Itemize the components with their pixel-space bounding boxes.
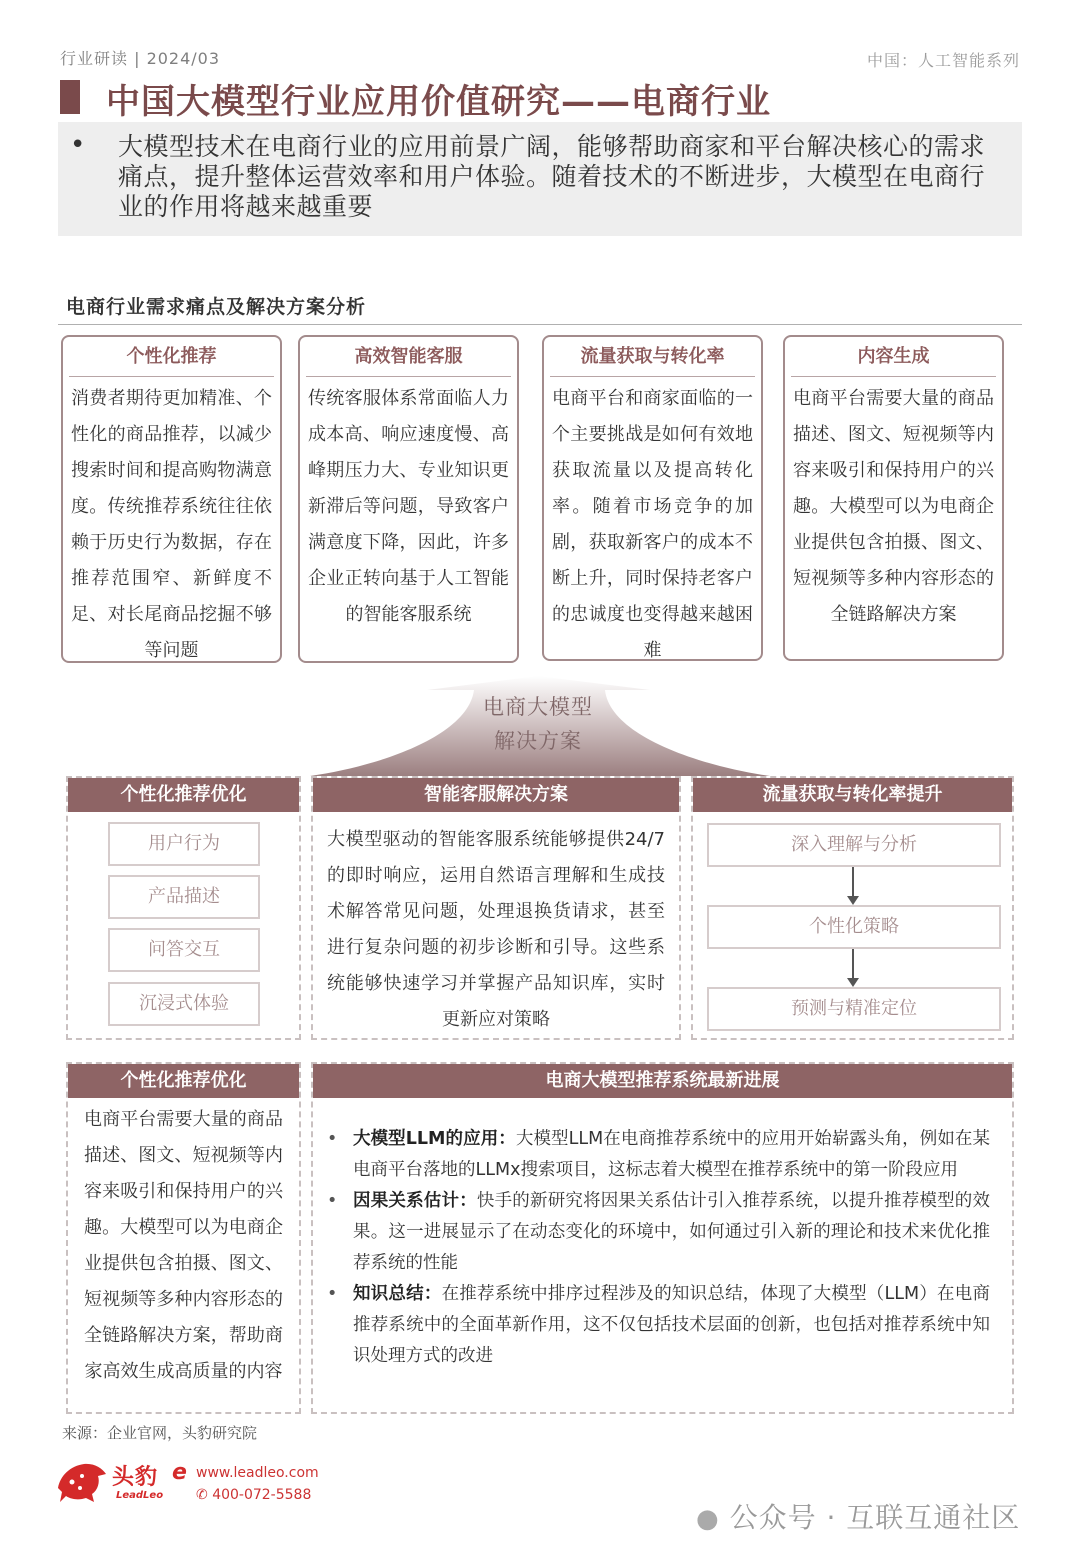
logo-english: LeadLeo (116, 1490, 164, 1501)
progress-item-text: 快手的新研究将因果关系估计引入推荐系统，以提升推荐模型的效果。这一进展显示了在动态变化的环境中，如何通过引入新的理论和技术来优化推荐系统的性能 (353, 1191, 991, 1273)
bottom-personalized (66, 1062, 301, 1414)
progress-item-llm (353, 1124, 990, 1186)
intro-bullet: • (70, 130, 86, 160)
solution-text: 大模型驱动的智能客服系统能够提供24/7的即时响应，运用自然语言理解和生成技术解答常见问题，处理退换货请求，甚至进行复杂问题的初步诊断和引导。这些系统能够快速学习并掌握产品知识库，实时更新应对策略 (327, 829, 665, 1030)
progress-list (313, 1098, 1012, 1372)
progress-item-label: 因果关系估计： (353, 1191, 477, 1211)
pain-card-personalized (61, 335, 282, 663)
progress-item-text: 大模型LLM在电商推荐系统中的应用开始崭露头角，例如在某电商平台落地的LLMx搜索项目，这标志着大模型在推荐系统中的第一阶段应用 (353, 1129, 990, 1180)
pill-product-description: 产品描述 (108, 875, 260, 919)
progress-item-label: 知识总结： (353, 1284, 442, 1304)
logo-chinese: 头豹 (112, 1465, 159, 1490)
title-accent-bar (60, 80, 80, 114)
arrow-label-line2: 解决方案 (494, 729, 582, 753)
section-divider (58, 324, 1022, 325)
solution-header: 个性化推荐优化 (68, 778, 299, 812)
progress-item-label: 大模型LLM的应用： (353, 1129, 516, 1149)
watermark (696, 1496, 1020, 1536)
e-logo-icon: e (172, 1460, 187, 1485)
phone-icon: ✆ (196, 1487, 208, 1503)
flow-arrow-icon (852, 949, 854, 985)
solution-header: 智能客服解决方案 (313, 778, 679, 812)
pain-card-body: 消费者期待更加精准、个性化的商品推荐，以减少搜索时间和提高购物满意度。传统推荐系统往往依赖于历史行为数据，存在推荐范围窄、新鲜度不足、对长尾商品挖掘不够等问题 (71, 388, 272, 661)
solution-customer-service (311, 776, 681, 1040)
pill-immersive-experience: 沉浸式体验 (108, 982, 260, 1026)
watermark-text: 公众号 · 互联互通社区 (729, 1501, 1021, 1534)
pill-user-behavior: 用户行为 (108, 822, 260, 866)
flow-arrow-icon (852, 867, 854, 903)
arrow-label (438, 690, 638, 758)
intro-text: 大模型技术在电商行业的应用前景广阔，能够帮助商家和平台解决核心的需求痛点，提升整体运营效率和用户体验。随着技术的不断进步，大模型在电商行业的作用将越来越重要 (118, 132, 986, 221)
progress-item-causal (353, 1186, 990, 1279)
leopard-logo-icon (54, 1458, 108, 1504)
pill-qa-interaction: 问答交互 (108, 928, 260, 972)
bottom-header: 电商大模型推荐系统最新进展 (313, 1064, 1012, 1098)
source-note: 来源：企业官网，头豹研究院 (62, 1424, 258, 1442)
bottom-header: 个性化推荐优化 (68, 1064, 299, 1098)
pain-card-body: 电商平台需要大量的商品描述、图文、短视频等内容来吸引和保持用户的兴趣。大模型可以为电商企业提供包含拍摄、图文、短视频等多种内容形态的全链路解决方案 (793, 388, 994, 625)
pain-card-customer-service (298, 335, 519, 663)
wechat-icon: ● (696, 1504, 720, 1534)
arrow-label-line1: 电商大模型 (483, 695, 593, 719)
pain-card-title: 内容生成 (791, 337, 996, 377)
pain-card-body: 电商平台和商家面临的一个主要挑战是如何有效地获取流量以及提高转化率。随着市场竞争的加剧，获取新客户的成本不断上升，同时保持老客户的忠诚度也变得越来越困难 (552, 388, 753, 661)
pain-card-traffic (542, 335, 763, 661)
flow-step-targeting: 预测与精准定位 (707, 987, 1001, 1031)
progress-item-text: 在推荐系统中排序过程涉及的知识总结，体现了大模型（LLM）在电商推荐系统中的全面革新作用，这不仅包括技术层面的创新，也包括对推荐系统中知识处理方式的改进 (353, 1284, 990, 1366)
flow-step-analysis: 深入理解与分析 (707, 823, 1001, 867)
pain-card-body: 传统客服体系常面临人力成本高、响应速度慢、高峰期压力大、专业知识更新滞后等问题，导致客户满意度下降，因此，许多企业正转向基于人工智能的智能客服系统 (308, 388, 509, 625)
bottom-text: 电商平台需要大量的商品描述、图文、短视频等内容来吸引和保持用户的兴趣。大模型可以为电商企业提供包含拍摄、图文、短视频等多种内容形态的全链路解决方案，帮助商家高效生成高质量的内容 (84, 1109, 283, 1382)
pain-card-title: 个性化推荐 (69, 337, 274, 377)
phone-number (196, 1487, 311, 1503)
section-title: 电商行业需求痛点及解决方案分析 (66, 296, 367, 318)
pain-card-title: 流量获取与转化率 (550, 337, 755, 377)
pain-card-title: 高效智能客服 (306, 337, 511, 377)
header-left: 行业研读 | 2024/03 (60, 49, 221, 68)
pain-card-content (783, 335, 1004, 661)
solution-personalized (66, 776, 301, 1040)
page-title: 中国大模型行业应用价值研究——电商行业 (106, 82, 771, 122)
flow-step-strategy: 个性化策略 (707, 905, 1001, 949)
phone-text: 400-072-5588 (212, 1487, 312, 1503)
solution-header: 流量获取与转化率提升 (693, 778, 1012, 812)
header-right: 中国：人工智能系列 (866, 51, 1020, 70)
bottom-progress (311, 1062, 1014, 1414)
progress-item-knowledge (353, 1279, 990, 1372)
website-link[interactable]: www.leadleo.com (196, 1465, 319, 1481)
solution-traffic (691, 776, 1014, 1040)
